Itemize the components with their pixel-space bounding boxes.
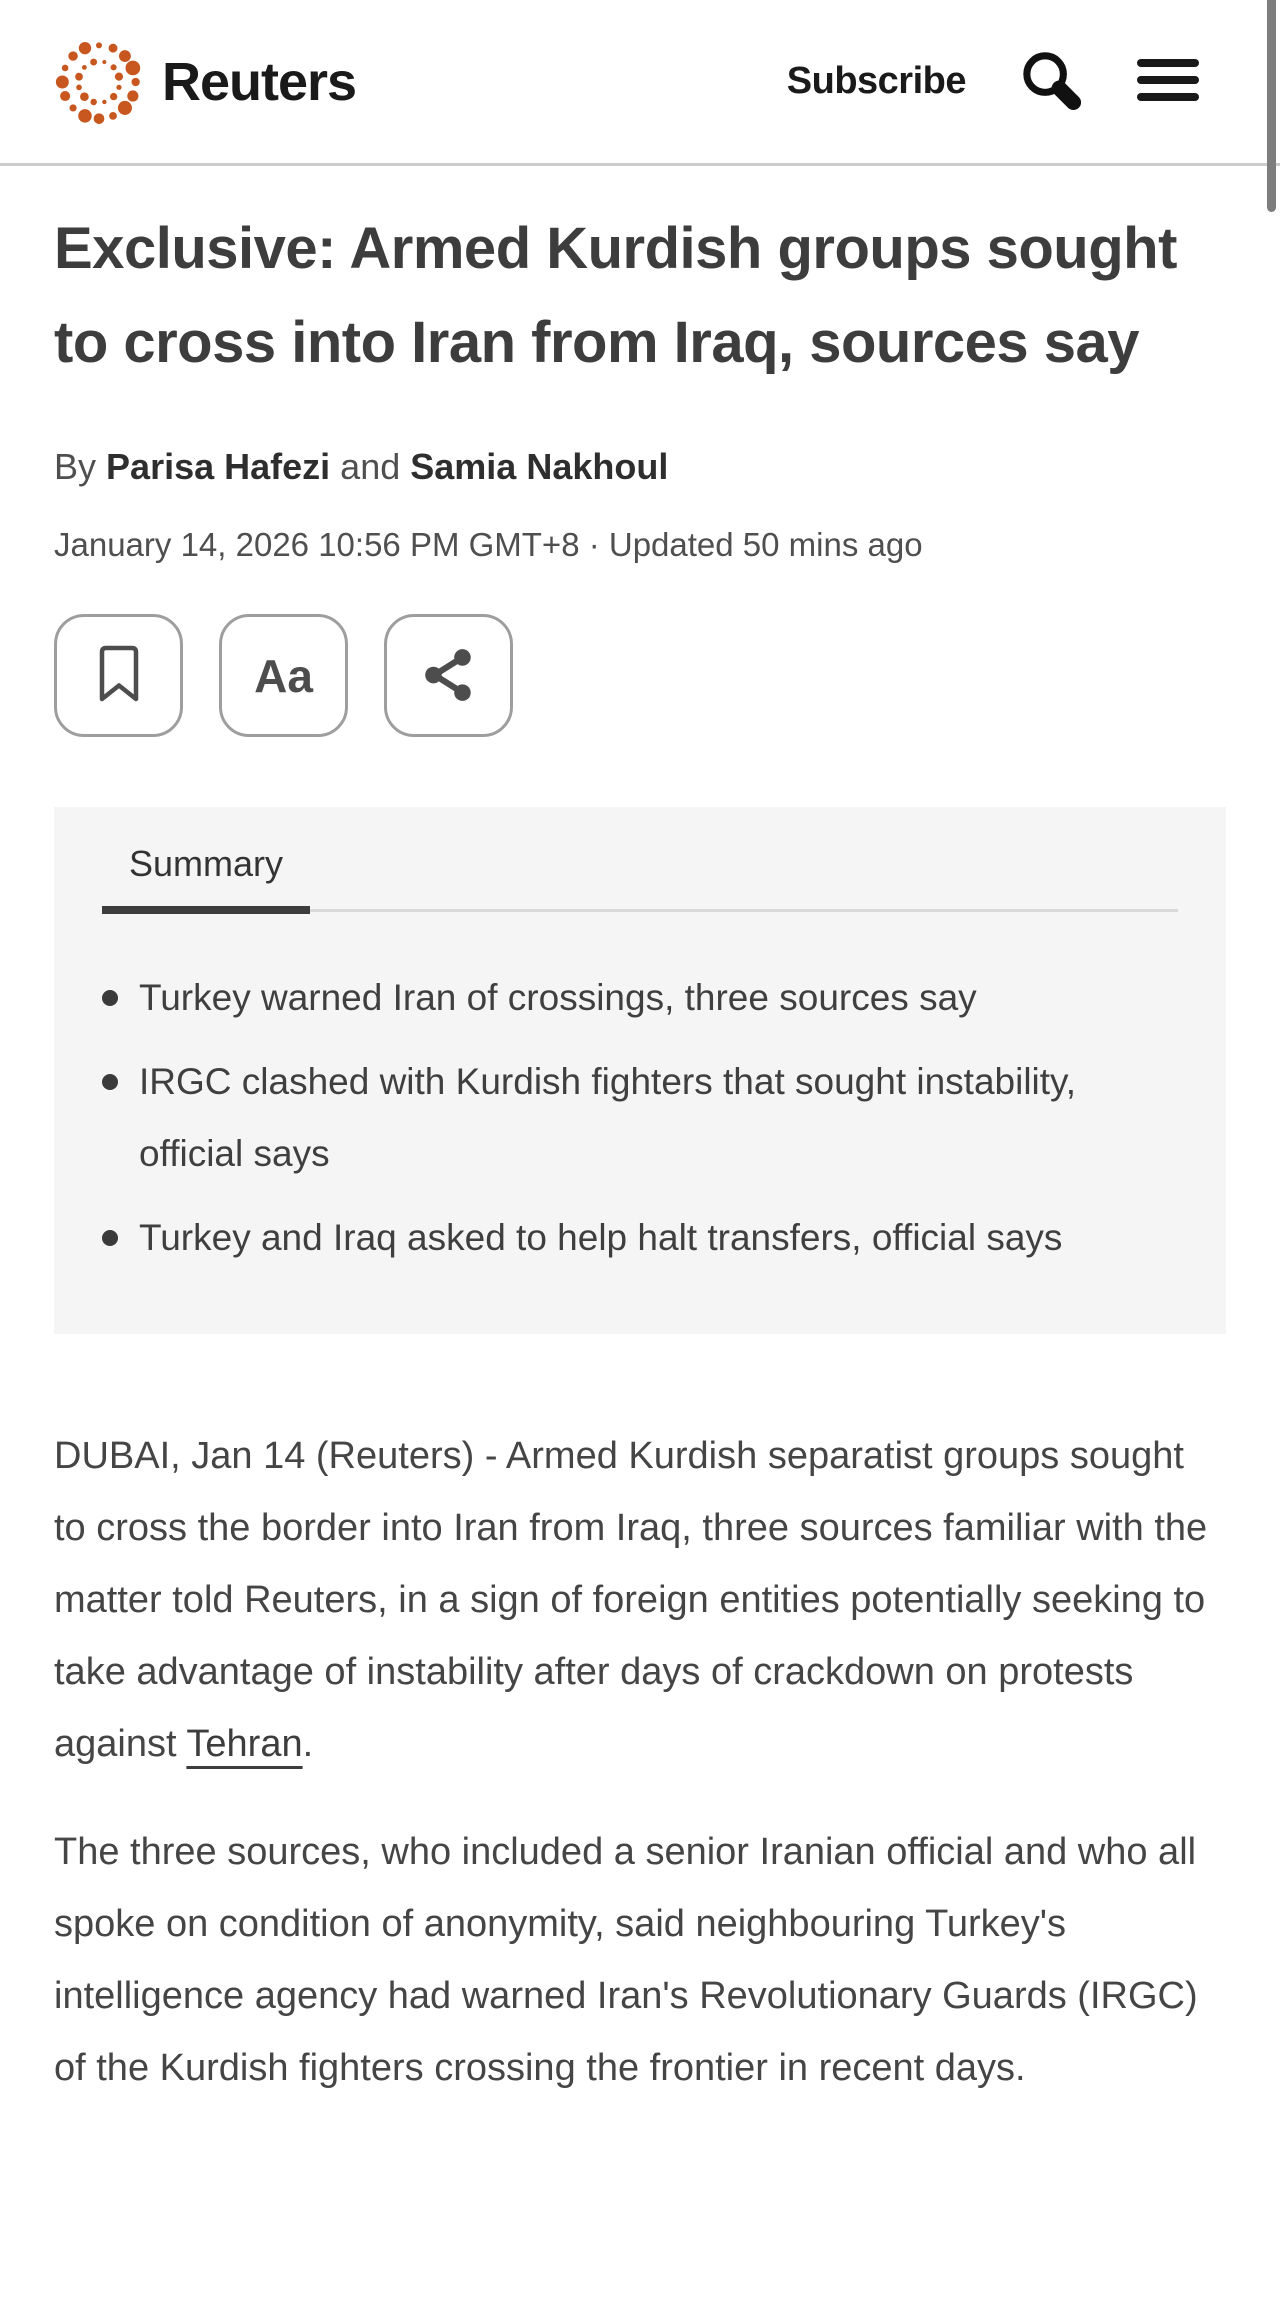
paragraph-text: . bbox=[302, 1723, 314, 1765]
share-icon bbox=[420, 645, 478, 706]
article-toolbar bbox=[54, 614, 1226, 737]
summary-bullet: IRGC clashed with Kurdish fighters that sought instability, official says bbox=[102, 1046, 1178, 1190]
article-page bbox=[0, 202, 1280, 2104]
search-icon bbox=[1018, 47, 1084, 116]
byline-connector: and bbox=[340, 446, 401, 487]
subscribe-button[interactable]: Subscribe bbox=[786, 60, 966, 102]
header-actions bbox=[787, 47, 1200, 116]
scrollbar-thumb[interactable] bbox=[1267, 0, 1276, 212]
article-paragraph bbox=[54, 1420, 1226, 1780]
text-size-button[interactable] bbox=[219, 614, 348, 737]
bookmark-icon bbox=[97, 644, 141, 707]
dateline: January 14, 2026 10:56 PM GMT+8 · Updated 50 mins ago bbox=[54, 526, 923, 563]
article-body bbox=[54, 1420, 1226, 2104]
article-paragraph: The three sources, who included a senior Iranian official and who all spoke on condition of anonymity, said neighbouring Turkey's intelligence agency had warned Iran's Revolutionary Guards (IRGC) of the Kurdish fighters crossing the frontier in recent days. bbox=[54, 1831, 1198, 2089]
menu-button[interactable] bbox=[1136, 56, 1200, 107]
hamburger-menu-icon bbox=[1136, 56, 1200, 107]
share-button[interactable] bbox=[384, 614, 513, 737]
summary-bullet-list bbox=[102, 962, 1178, 1274]
summary-bullet: Turkey warned Iran of crossings, three sources say bbox=[102, 962, 1178, 1034]
author-link-2[interactable]: Samia Nakhoul bbox=[410, 446, 669, 487]
brand-name: Reuters bbox=[162, 51, 357, 112]
byline bbox=[54, 446, 1226, 488]
author-link-1[interactable]: Parisa Hafezi bbox=[106, 446, 331, 487]
text-size-label: Aa bbox=[254, 649, 313, 702]
tab-summary[interactable]: Summary bbox=[102, 843, 310, 909]
summary-bullet: Turkey and Iraq asked to help halt transfers, official says bbox=[102, 1202, 1178, 1274]
tehran-link[interactable]: Tehran bbox=[186, 1723, 303, 1765]
byline-prefix: By bbox=[54, 446, 97, 487]
search-button[interactable] bbox=[1018, 47, 1084, 116]
reuters-logo[interactable] bbox=[52, 35, 356, 129]
summary-section bbox=[54, 807, 1226, 1334]
article-headline: Exclusive: Armed Kurdish groups sought to cross into Iran from Iraq, sources say bbox=[54, 216, 1177, 375]
site-header bbox=[0, 0, 1280, 166]
paragraph-text: DUBAI, Jan 14 (Reuters) - Armed Kurdish separatist groups sought to cross the border into Iran from Iraq, three sources familiar with the matter told Reuters, in a sign of foreign entities potentially seeking to take advantage of instability after days of crackdown on protests against bbox=[54, 1435, 1208, 1765]
summary-tabbar bbox=[102, 843, 1178, 912]
save-bookmark-button[interactable] bbox=[54, 614, 183, 737]
reuters-logo-dots-icon bbox=[52, 35, 146, 129]
